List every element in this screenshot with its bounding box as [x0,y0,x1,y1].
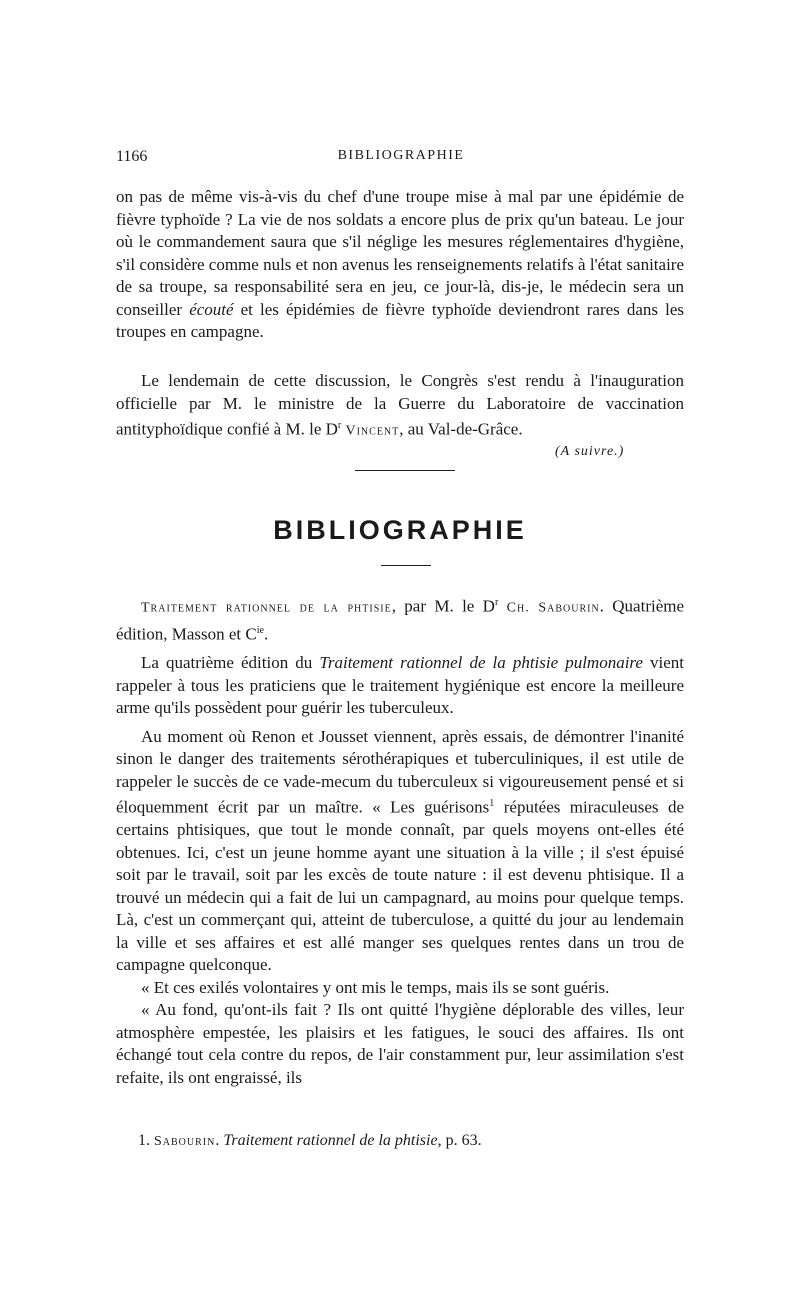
review-section [116,592,684,1089]
review-p1-start: La quatrième édition du [141,653,313,673]
review-entry-author: Ch. Sabourin [506,600,600,616]
continued-text: on pas de même vis-à-vis du chef d'une troupe mise à mal par une épidémie de fièvre typhoïde ? La vie de nos soldats a encore plus de prix qu'un bateau. Le jour où le commandement saura que s'il néglige les mesures réglementaires d'hygiène, s'il considère comme nuls et non avenus les renseignements relatifs à l'état sanitaire de sa troupe, sa responsabilité sera en jeu, ce jour-là, dis-je, le médecin sera un conseiller [116,187,684,319]
review-entry-rest: . Quatrième édition, Masson et C [116,596,685,644]
footnote: 1. Sabourin. Traitement rationnel de la phtisie, p. 63. [138,1132,482,1149]
review-p2-sup: 1 [489,798,495,810]
review-paragraph-4: « Au fond, qu'ont-ils fait ? Ils ont quitté l'hygiène déplorable des villes, leur atmosphère empestée, les plaisirs et les fatigues, le souci des affaires. Ils ont échangé tout cela contre du repos, de l'air constamment pur, leur assimilation s'est refaite, ils ont engraissé, ils [116,1000,684,1087]
separator-rule [355,470,455,471]
page-number: 1166 [116,148,148,165]
continued-italic: écouté [189,299,234,319]
review-entry-title: Traitement rationnel de la phtisie [141,600,392,616]
congress-name: Vincent [345,423,400,439]
running-head [116,148,686,170]
review-p1-italic: Traitement rationnel de la phtisie pulmonaire [319,653,643,673]
footnote-author: Sabourin [154,1134,216,1149]
review-entry-end: . [263,624,269,644]
to-follow-note: (A suivre.) [555,444,625,459]
review-paragraph-2 [116,726,684,977]
review-p2-start: Au moment où Renon et Jousset viennent, après essais, de démontrer l'inanité sinon le danger des traitements sérothérapiques et tuberculiniques, il est utile de rappeler le succès de ce vade-mecum du tuberculeux si vigoureusement pensé et si éloquemment écrit par un maître. « Les guérisons [116,726,684,817]
continued-end: et les épidémies de fièvre typhoïde deviendront rares dans les troupes en campagne. [116,299,684,341]
footnote-title: Traitement rationnel de la phtisie [223,1132,438,1149]
review-entry [116,592,684,646]
review-p2-end: réputées miraculeuses de certains phtisiques, que tout le monde connaît, par quels moyens ont-elles été obtenues. Ici, c'est un jeune homme ayant une situation à la ville ; il s'est épuisé soit par le travail, soit par les excès de toute nature : il est devenu phtisique. Il a trouvé un médecin qui a fait de lui un campagnard, au moins pour quelque temps. Là, c'est un commerçant qui, atteint de tuberculose, a quitté du jour au lendemain la ville et ses affaires et est allé manger ses quelques rentes dans un trou de campagne quelconque. [116,797,685,975]
review-entry-by: , par M. le D [391,596,495,616]
congress-end: , au Val-de-Grâce. [399,419,523,439]
review-entry-sup2: ie [256,625,264,637]
continued-paragraph [116,186,684,344]
congress-paragraph [116,370,684,443]
review-paragraph-3: « Et ces exilés volontaires y ont mis le temps, mais ils se sont guéris. [141,977,610,997]
review-paragraph-1 [116,652,684,720]
review-p1-end: vient rappeler à tous les praticiens que le traitement hygiénique est encore la meilleure arme qu'ils possèdent pour guérir les tuberculeux. [116,653,685,718]
congress-sup: r [337,420,342,431]
heading-rule [381,565,431,566]
congress-text: Le lendemain de cette discussion, le Congrès s'est rendu à l'inauguration officielle par M. le ministre de la Guerre du Laboratoire de vaccination antityphoïdique confié à M. le D [116,371,684,439]
footnote-page: , p. 63. [437,1132,482,1149]
footnote-marker: 1. [138,1132,150,1149]
review-entry-sup: r [494,597,499,608]
section-heading: BIBLIOGRAPHIE [273,515,527,545]
running-title: BIBLIOGRAPHIE [337,148,465,163]
